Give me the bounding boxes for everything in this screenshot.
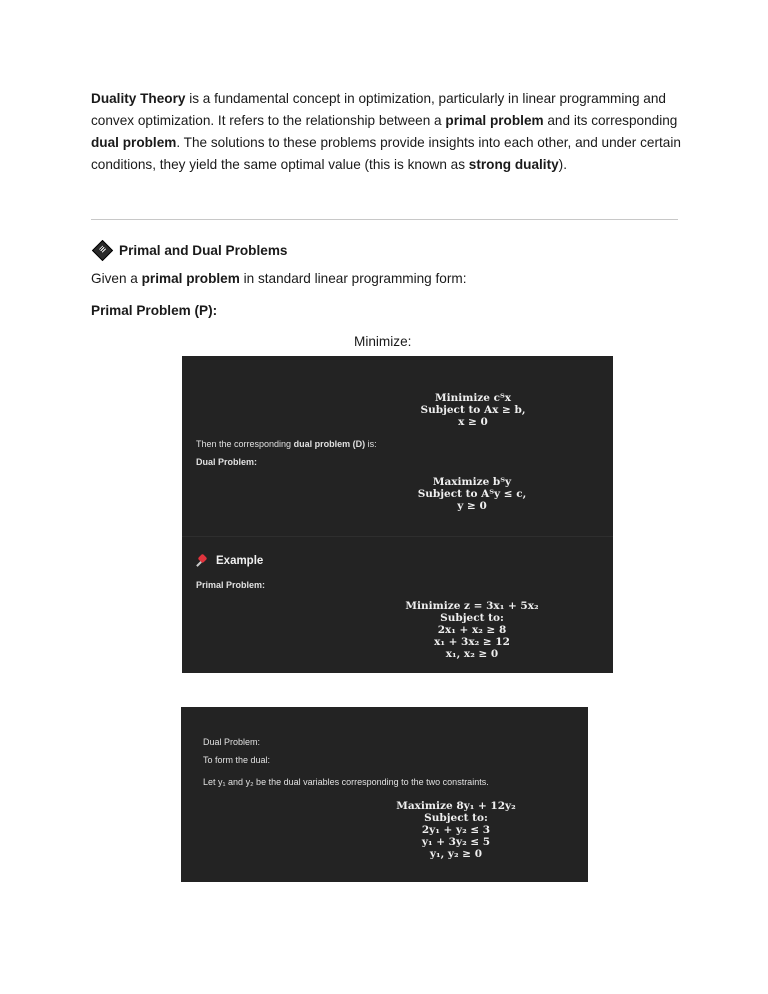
math-line: y₁, y₂ ≥ 0 [429,848,483,860]
let-text: Let y₁ and y₂ be the dual variables corresponding to the two constraints. [203,777,489,787]
math-line: 2x₁ + x₂ ≥ 8 [437,624,507,636]
math-line: x₁, x₂ ≥ 0 [445,648,499,660]
math-line: Subject to Ax ≥ b, [420,404,526,416]
then-sentence [196,439,377,449]
minimize-caption: Minimize: [354,334,412,349]
given-text-1: Given a [91,271,142,286]
then-text-1: Then the corresponding [196,439,294,449]
math-line: y₁ + 3y₂ ≤ 5 [421,836,491,848]
example-title: Example [216,555,264,567]
horizontal-rule [91,219,678,220]
example-primal-form [392,600,552,660]
given-text-2: in standard linear programming form: [239,271,467,286]
math-line: Maximize 8y₁ + 12y₂ [396,800,516,812]
primal-problem-label: Primal Problem (P): [91,303,218,318]
math-line: y ≥ 0 [457,500,487,512]
intro-text-1: is a fundamental concept in optimization, particularly in linear programming and convex optimization. It refers to the relationship between a [91,91,666,128]
example-primal-label-text: Primal Problem: [196,580,266,590]
intro-text-2: and its corresponding [543,113,678,128]
math-line: Minimize cᵀx [434,392,512,404]
example-heading [196,555,263,567]
example-dual-form [386,800,526,860]
math-line: x₁ + 3x₂ ≥ 12 [434,636,510,648]
primal-general-form [408,392,538,428]
math-line: Subject to Aᵀy ≤ c, [417,488,527,500]
math-line: Maximize bᵀy [432,476,512,488]
form-dual-text: To form the dual: [203,755,271,765]
given-sentence [91,271,467,286]
diamond-icon [92,239,113,260]
section-heading [91,240,287,260]
term-duality-theory: Duality Theory [91,91,186,106]
formulation-image-1 [182,356,613,673]
pushpin-icon [196,555,208,567]
dual-label-text: Dual Problem: [196,457,258,467]
math-line: Subject to: [440,612,504,624]
given-term-primal: primal problem [141,271,240,286]
then-text-2: is: [365,439,377,449]
term-primal-problem: primal problem [445,113,544,128]
dual-problem-label [196,457,257,467]
intro-text-4: ). [558,157,567,172]
math-line: x ≥ 0 [458,416,488,428]
then-term: dual problem (D) [293,439,366,449]
intro-text-3: . The solutions to these problems provide insights into each other, and under certain conditions, they yield the same optimal value (this is known as [91,135,681,172]
term-dual-problem: dual problem [91,135,177,150]
intro-paragraph [91,88,691,176]
math-line: 2y₁ + y₂ ≤ 3 [421,824,491,836]
dual-general-form [406,476,538,512]
math-line: Subject to: [424,812,488,824]
term-strong-duality: strong duality [468,157,559,172]
formulation-image-2 [181,707,588,882]
dual-problem-label-2: Dual Problem: [203,737,261,747]
math-line: Minimize z = 3x₁ + 5x₂ [405,600,539,612]
example-primal-label [196,580,265,590]
section-title: Primal and Dual Problems [119,242,288,258]
image-divider [182,536,613,537]
